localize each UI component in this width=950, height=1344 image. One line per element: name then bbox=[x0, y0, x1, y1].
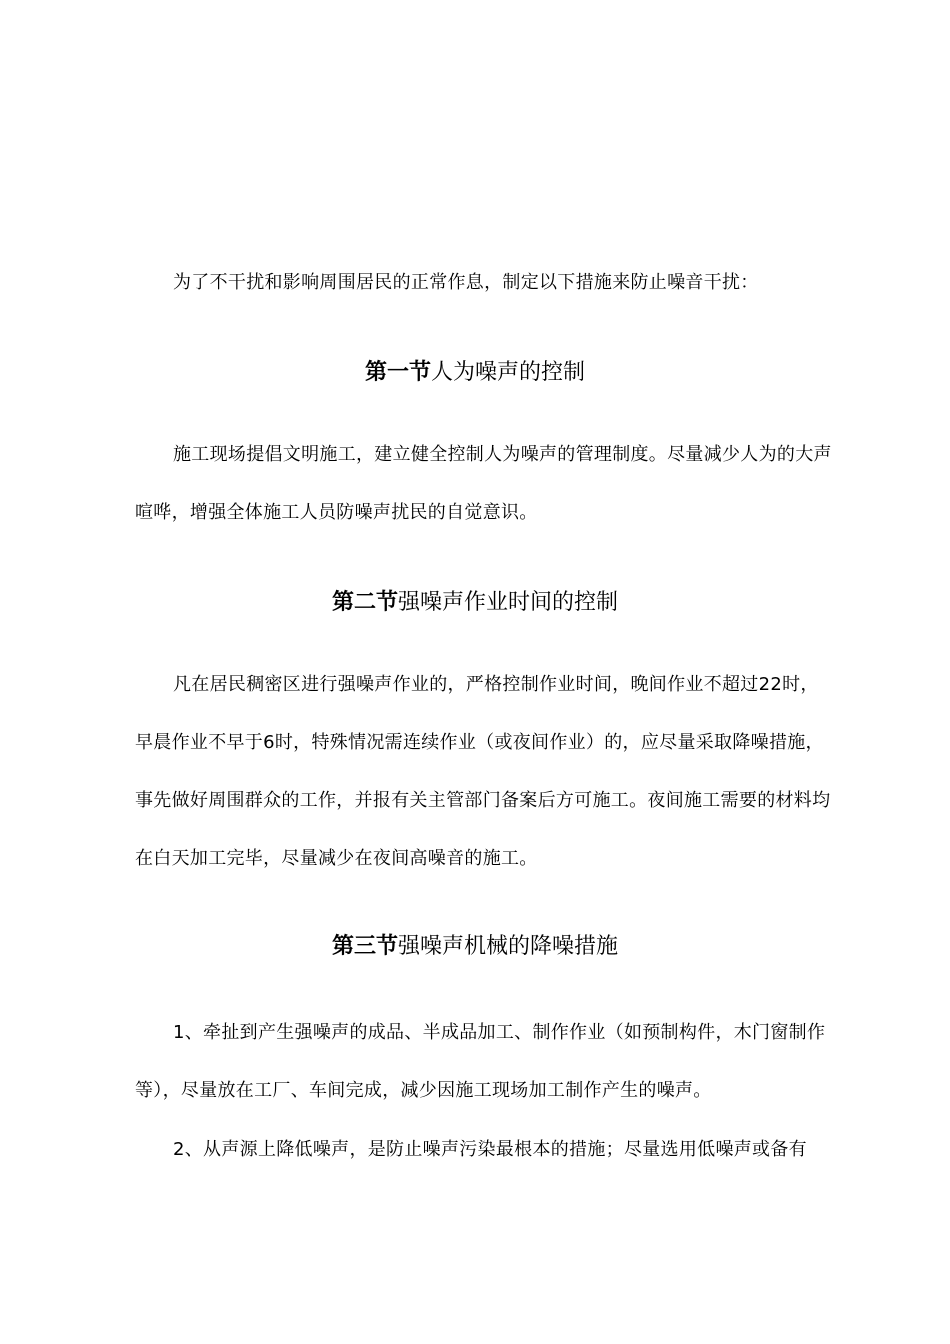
section-1-paragraph: 施工现场提倡文明施工，建立健全控制人为噪声的管理制度。尽量减少人为的大声喧哗，增强全体施工人员防噪声扰民的自觉意识。 bbox=[135, 444, 832, 523]
section-1-title: 人为噪声的控制 bbox=[431, 360, 586, 385]
section-3-heading bbox=[0, 932, 950, 962]
section-3-item-1: 1、牵扯到产生强噪声的成品、半成品加工、制作作业（如预制构件，木门窗制作等），尽量放在工厂、车间完成，减少因施工现场加工制作产生的噪声。 bbox=[135, 1022, 826, 1101]
section-3-item-2: 2、从声源上降低噪声，是防止噪声污染最根本的措施；尽量选用低噪声或备有 bbox=[173, 1139, 807, 1160]
section-1-number: 第一节 bbox=[364, 360, 431, 385]
section-2-heading bbox=[0, 588, 950, 618]
section-2-paragraph: 凡在居民稠密区进行强噪声作业的，严格控制作业时间，晚间作业不超过22时，早晨作业不早于6时，特殊情况需连续作业（或夜间作业）的，应尽量采取降噪措施，事先做好周围群众的工作，并报有关主管部门备案后方可施工。夜间施工需要的材料均在白天加工完毕，尽量减少在夜间高噪音的施工。 bbox=[135, 674, 831, 869]
section-3-number: 第三节 bbox=[331, 934, 398, 959]
section-2-title: 强噪声作业时间的控制 bbox=[398, 590, 619, 615]
intro-paragraph: 为了不干扰和影响周围居民的正常作息，制定以下措施来防止噪音干扰： bbox=[173, 272, 759, 293]
section-2-number: 第二节 bbox=[331, 590, 398, 615]
section-3-title: 强噪声机械的降噪措施 bbox=[398, 934, 619, 959]
section-1-heading bbox=[0, 358, 950, 388]
